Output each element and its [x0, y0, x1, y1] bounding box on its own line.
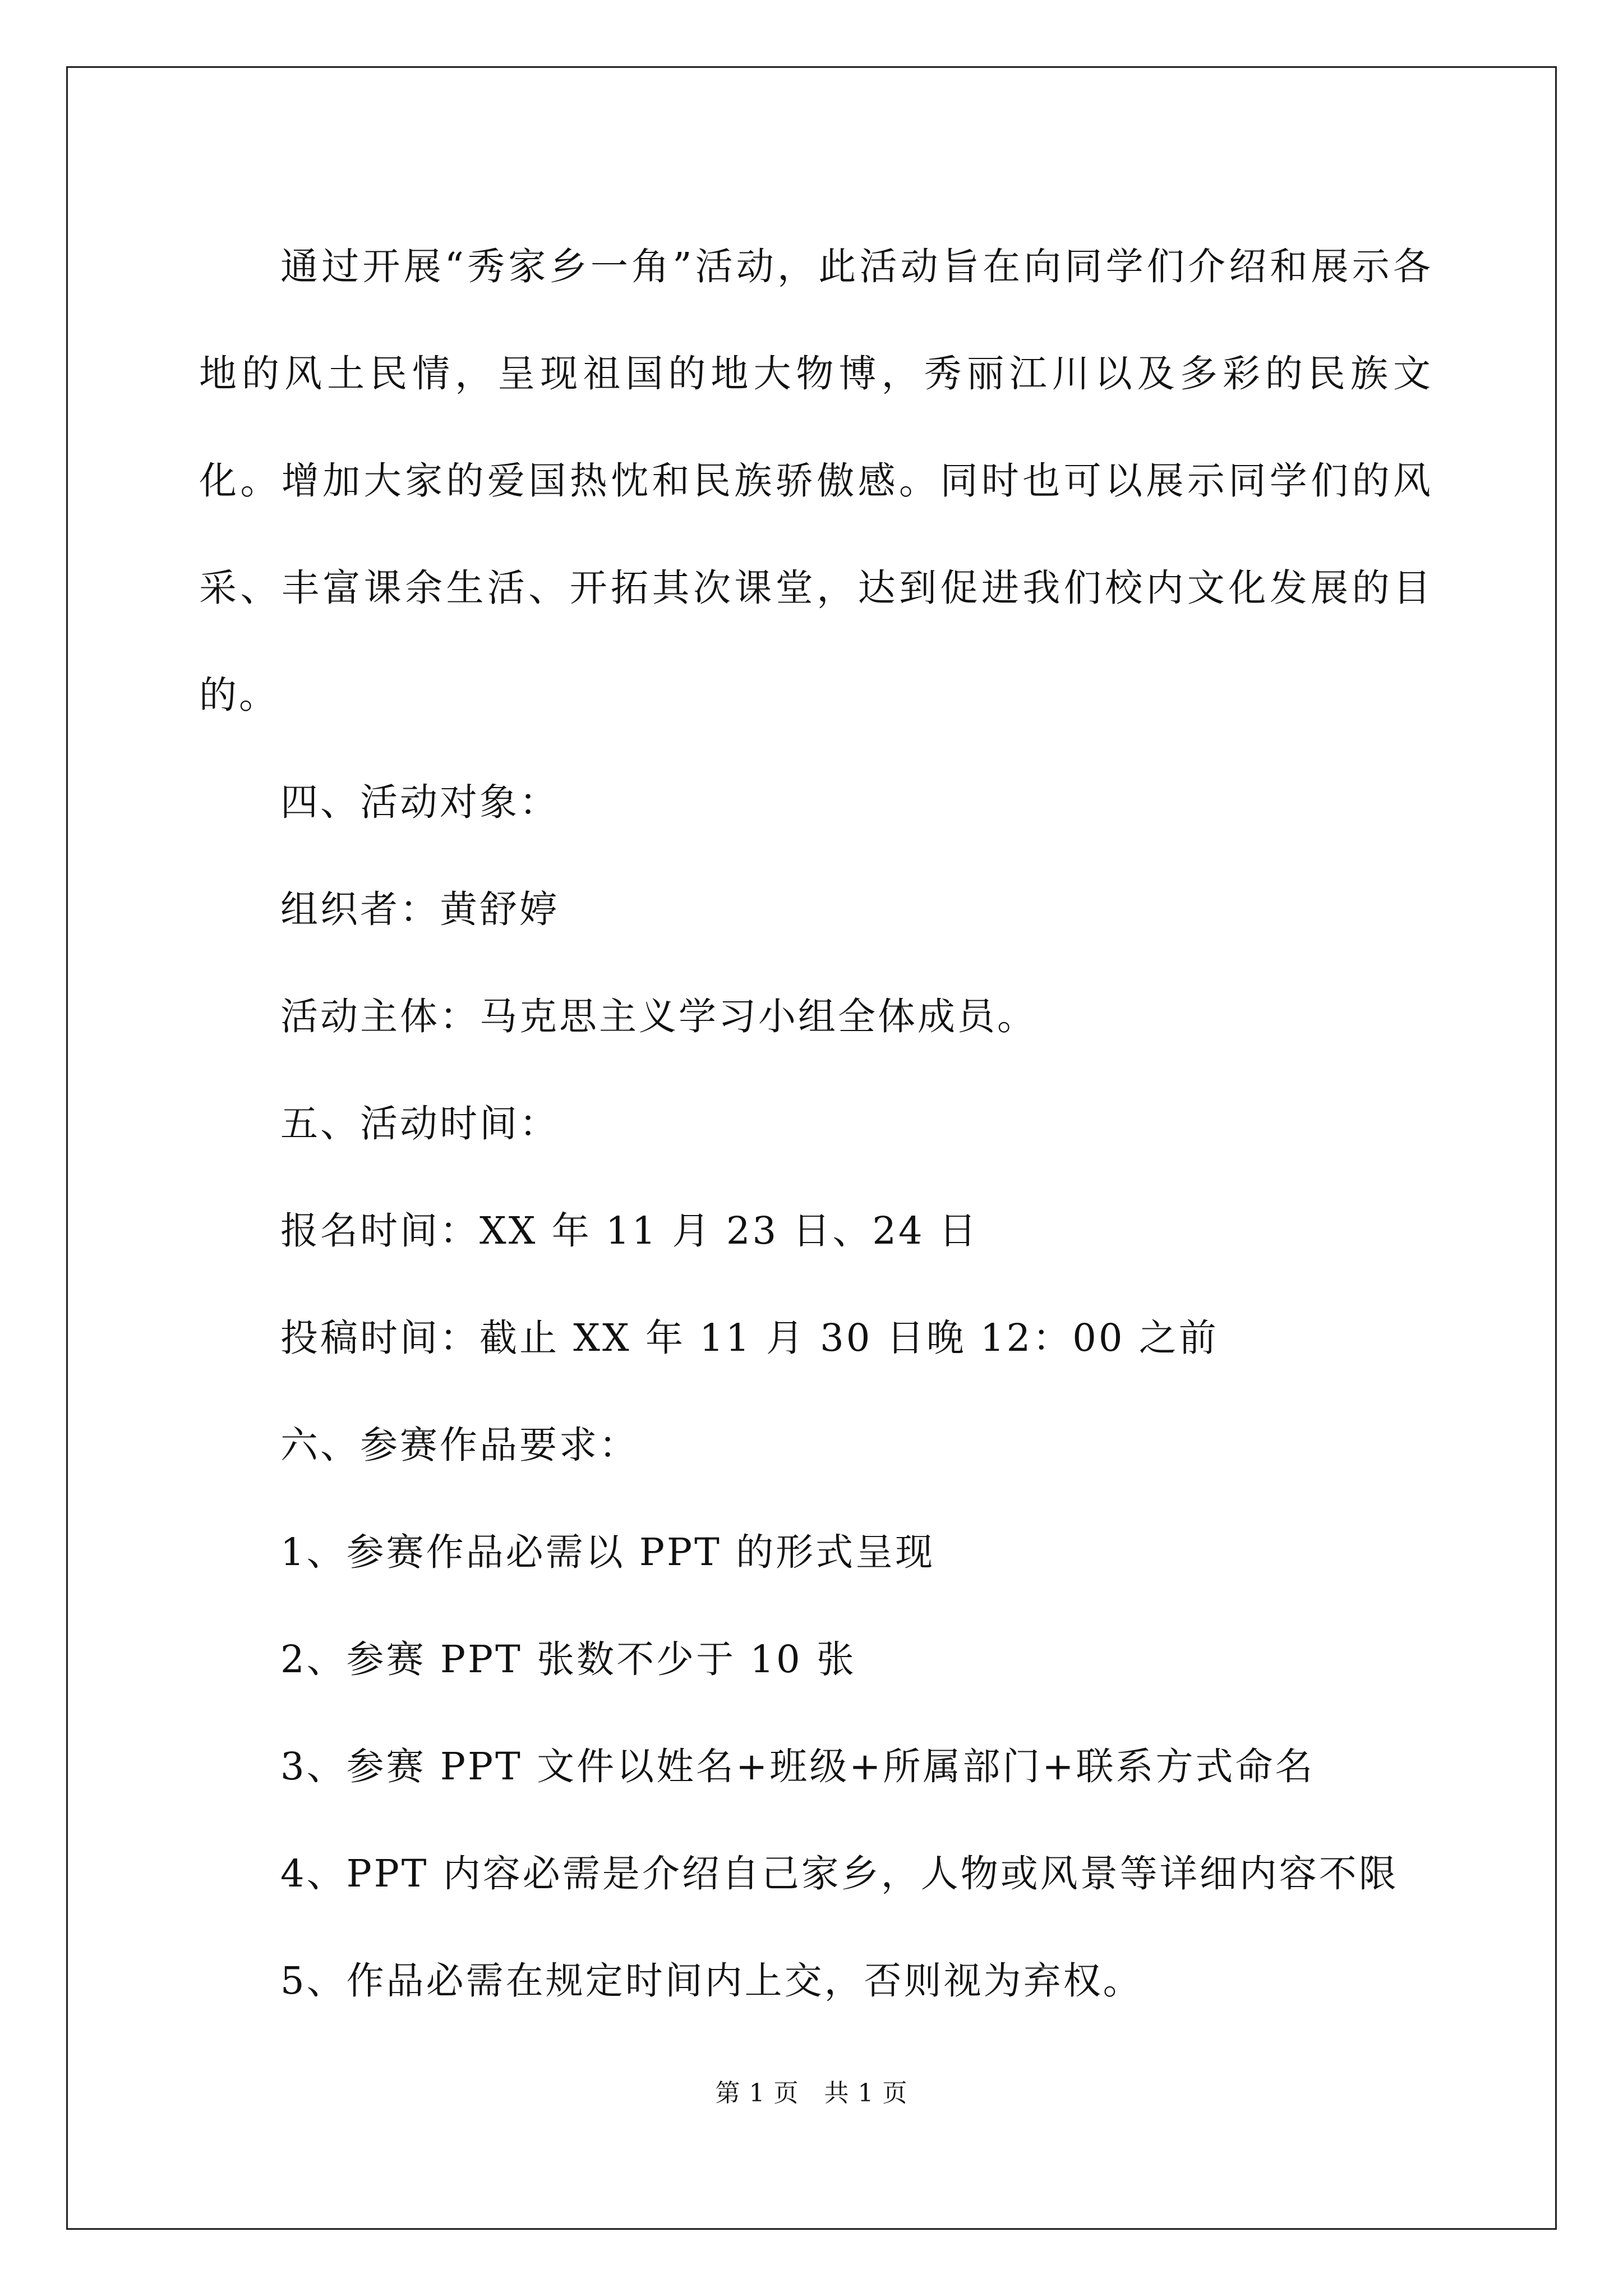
requirement-item: 5、作品必需在规定时间内上交，否则视为弃权。: [280, 1959, 1143, 2003]
document-body: [199, 213, 1433, 2035]
participants-line: 活动主体：马克思主义学习小组全体成员。: [280, 995, 1037, 1038]
submission-time-line: 投稿时间：截止 XX 年 11 月 30 日晚 12：00 之前: [280, 1316, 1219, 1360]
requirement-item: 2、参赛 PPT 张数不少于 10 张: [280, 1637, 856, 1681]
section-heading-time: 五、活动时间：: [280, 1102, 559, 1145]
section-heading-audience: 四、活动对象：: [280, 780, 559, 824]
requirement-item: 3、参赛 PPT 文件以姓名+班级+所属部门+联系方式命名: [280, 1745, 1315, 1788]
registration-time-line: 报名时间：XX 年 11 月 23 日、24 日: [280, 1209, 979, 1253]
requirement-item: 1、参赛作品必需以 PPT 的形式呈现: [280, 1530, 935, 1574]
page-footer: 第 1 页 共 1 页: [715, 2079, 908, 2108]
requirement-item: 4、PPT 内容必需是介绍自己家乡，人物或风景等详细内容不限: [280, 1852, 1399, 1895]
section-heading-requirements: 六、参赛作品要求：: [280, 1423, 639, 1467]
organizer-line: 组织者：黄舒婷: [280, 887, 559, 931]
intro-paragraph: 通过开展“秀家乡一角”活动，此活动旨在向同学们介绍和展示各地的风土民情，呈现祖国的地大物博，秀丽江川以及多彩的民族文化。增加大家的爱国热忱和民族骄傲感。同时也可以展示同学们的风采、丰富课余生活、开拓其次课堂，达到促进我们校内文化发展的目的。: [199, 245, 1433, 717]
